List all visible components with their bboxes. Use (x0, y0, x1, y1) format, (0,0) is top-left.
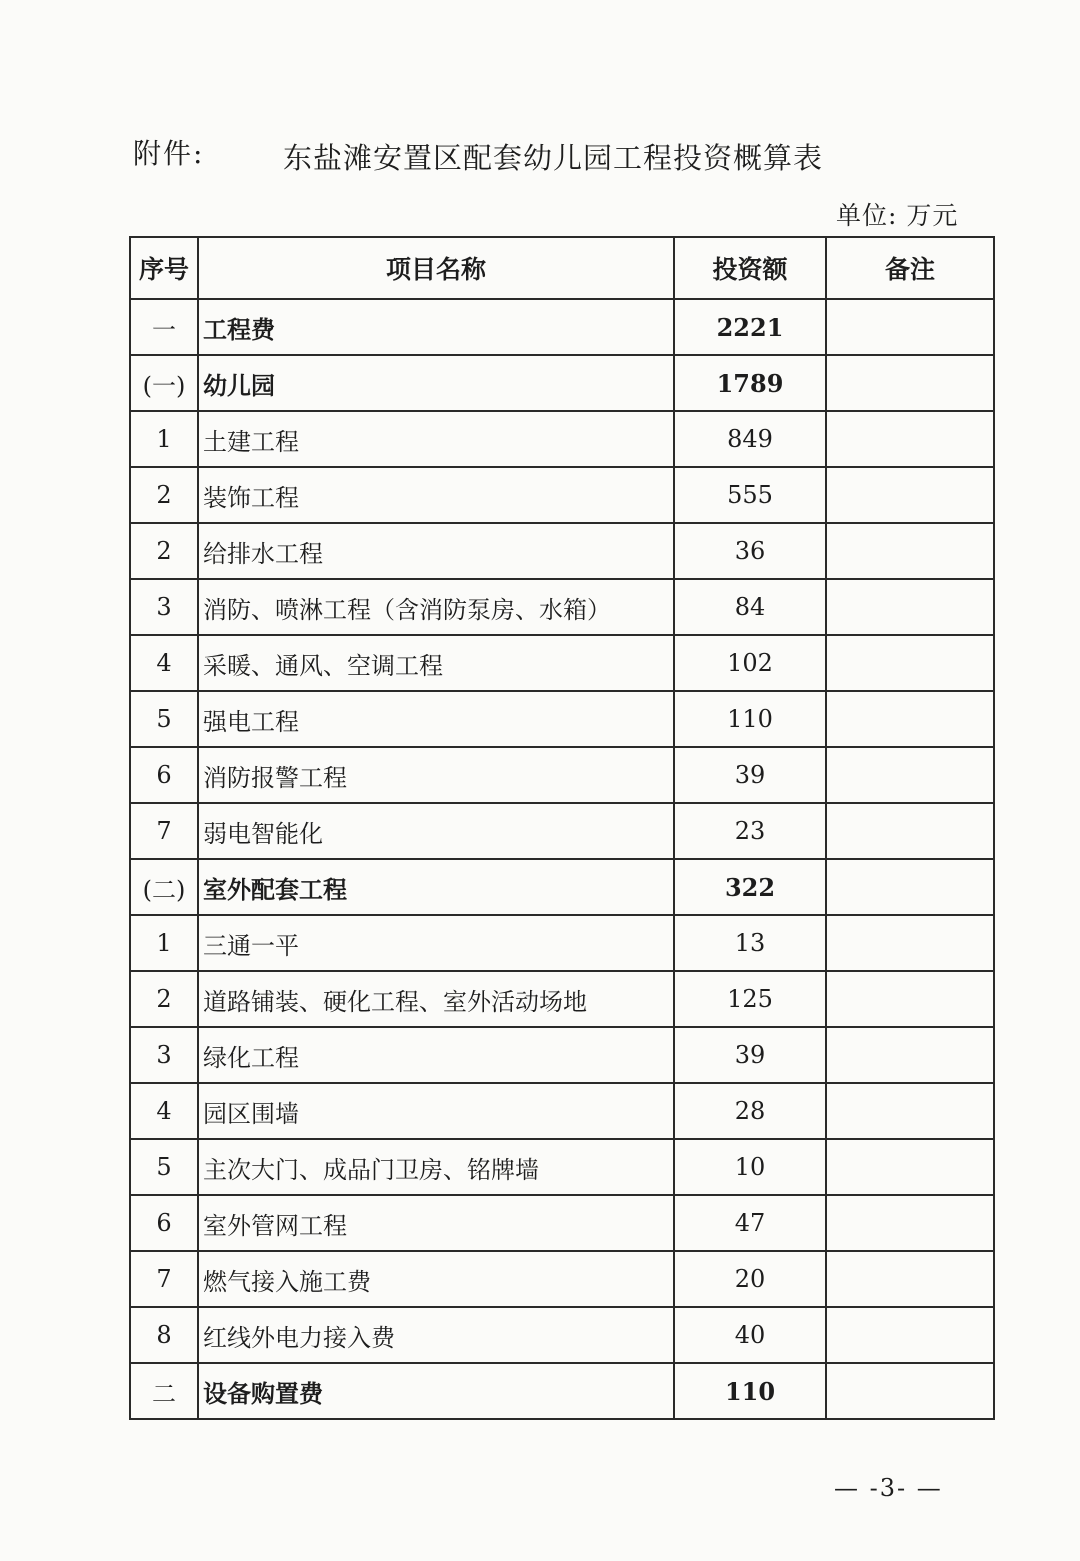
cell-amount: 40 (674, 1307, 826, 1363)
cell-name: 消防、喷淋工程（含消防泵房、水箱） (198, 579, 674, 635)
column-header-name: 项目名称 (198, 237, 674, 299)
unit-label: 单位: 万元 (836, 201, 959, 230)
table-row (130, 1027, 994, 1083)
header-row (130, 237, 994, 299)
cell-remark (826, 1307, 994, 1363)
cell-remark (826, 467, 994, 523)
cell-name: 燃气接入施工费 (198, 1251, 674, 1307)
cell-amount: 39 (674, 747, 826, 803)
cell-name: 消防报警工程 (198, 747, 674, 803)
column-header-amount: 投资额 (674, 237, 826, 299)
cell-name: 绿化工程 (198, 1027, 674, 1083)
table-row (130, 411, 994, 467)
cell-seq: 1 (130, 915, 198, 971)
attachment-label: 附件: (133, 137, 205, 170)
cell-name: 三通一平 (198, 915, 674, 971)
cell-amount: 13 (674, 915, 826, 971)
cell-seq: (一) (130, 355, 198, 411)
cell-name: 弱电智能化 (198, 803, 674, 859)
table-row (130, 691, 994, 747)
table-row (130, 1251, 994, 1307)
table-header (130, 237, 994, 299)
cell-amount: 47 (674, 1195, 826, 1251)
cell-amount: 555 (674, 467, 826, 523)
cell-seq: 2 (130, 467, 198, 523)
cell-amount: 84 (674, 579, 826, 635)
column-header-seq: 序号 (130, 237, 198, 299)
cell-remark (826, 747, 994, 803)
cell-amount: 110 (674, 1363, 826, 1419)
cell-seq: 5 (130, 691, 198, 747)
cell-seq: 6 (130, 1195, 198, 1251)
cell-amount: 102 (674, 635, 826, 691)
page-number: — -3- — (834, 1474, 943, 1502)
cell-amount: 849 (674, 411, 826, 467)
cell-seq: 2 (130, 523, 198, 579)
cell-remark (826, 1363, 994, 1419)
cell-name: 装饰工程 (198, 467, 674, 523)
table-body (130, 299, 994, 1419)
cell-remark (826, 299, 994, 355)
cell-seq: 5 (130, 1139, 198, 1195)
cell-seq: 6 (130, 747, 198, 803)
cell-seq: (二) (130, 859, 198, 915)
table-row (130, 1307, 994, 1363)
cell-remark (826, 1027, 994, 1083)
cell-amount: 2221 (674, 299, 826, 355)
cell-seq: 1 (130, 411, 198, 467)
cell-amount: 1789 (674, 355, 826, 411)
cell-seq: 4 (130, 635, 198, 691)
cell-seq: 3 (130, 1027, 198, 1083)
table-row (130, 579, 994, 635)
cell-name: 给排水工程 (198, 523, 674, 579)
table-row (130, 523, 994, 579)
cell-seq: 2 (130, 971, 198, 1027)
table-row (130, 915, 994, 971)
cell-name: 强电工程 (198, 691, 674, 747)
cell-seq: 3 (130, 579, 198, 635)
cell-name: 园区围墙 (198, 1083, 674, 1139)
cell-remark (826, 1083, 994, 1139)
cell-seq: 一 (130, 299, 198, 355)
cell-remark (826, 691, 994, 747)
table-row (130, 747, 994, 803)
cell-name: 主次大门、成品门卫房、铭牌墙 (198, 1139, 674, 1195)
cell-seq: 7 (130, 803, 198, 859)
column-header-remark: 备注 (826, 237, 994, 299)
cell-name: 采暖、通风、空调工程 (198, 635, 674, 691)
cell-amount: 36 (674, 523, 826, 579)
cell-name: 室外配套工程 (198, 859, 674, 915)
cell-remark (826, 523, 994, 579)
table-row (130, 971, 994, 1027)
cell-remark (826, 859, 994, 915)
cell-seq: 7 (130, 1251, 198, 1307)
table-row (130, 467, 994, 523)
cell-remark (826, 803, 994, 859)
table-row (130, 635, 994, 691)
cell-name: 道路铺装、硬化工程、室外活动场地 (198, 971, 674, 1027)
cell-remark (826, 971, 994, 1027)
table-row (130, 803, 994, 859)
cell-amount: 39 (674, 1027, 826, 1083)
cell-amount: 20 (674, 1251, 826, 1307)
cell-amount: 28 (674, 1083, 826, 1139)
cell-name: 红线外电力接入费 (198, 1307, 674, 1363)
table-row (130, 1195, 994, 1251)
document-title: 东盐滩安置区配套幼儿园工程投资概算表 (283, 141, 824, 175)
cell-remark (826, 915, 994, 971)
cell-remark (826, 579, 994, 635)
cell-amount: 110 (674, 691, 826, 747)
budget-table (129, 236, 995, 1420)
cell-name: 工程费 (198, 299, 674, 355)
cell-name: 室外管网工程 (198, 1195, 674, 1251)
cell-seq: 二 (130, 1363, 198, 1419)
cell-seq: 8 (130, 1307, 198, 1363)
table-row (130, 355, 994, 411)
cell-amount: 322 (674, 859, 826, 915)
table-row (130, 1083, 994, 1139)
cell-name: 土建工程 (198, 411, 674, 467)
table-row (130, 299, 994, 355)
table-row (130, 859, 994, 915)
cell-remark (826, 1139, 994, 1195)
cell-remark (826, 635, 994, 691)
cell-amount: 23 (674, 803, 826, 859)
cell-name: 设备购置费 (198, 1363, 674, 1419)
cell-amount: 125 (674, 971, 826, 1027)
table-row (130, 1139, 994, 1195)
table-row (130, 1363, 994, 1419)
cell-remark (826, 411, 994, 467)
cell-remark (826, 1251, 994, 1307)
cell-amount: 10 (674, 1139, 826, 1195)
cell-remark (826, 1195, 994, 1251)
cell-name: 幼儿园 (198, 355, 674, 411)
cell-remark (826, 355, 994, 411)
cell-seq: 4 (130, 1083, 198, 1139)
